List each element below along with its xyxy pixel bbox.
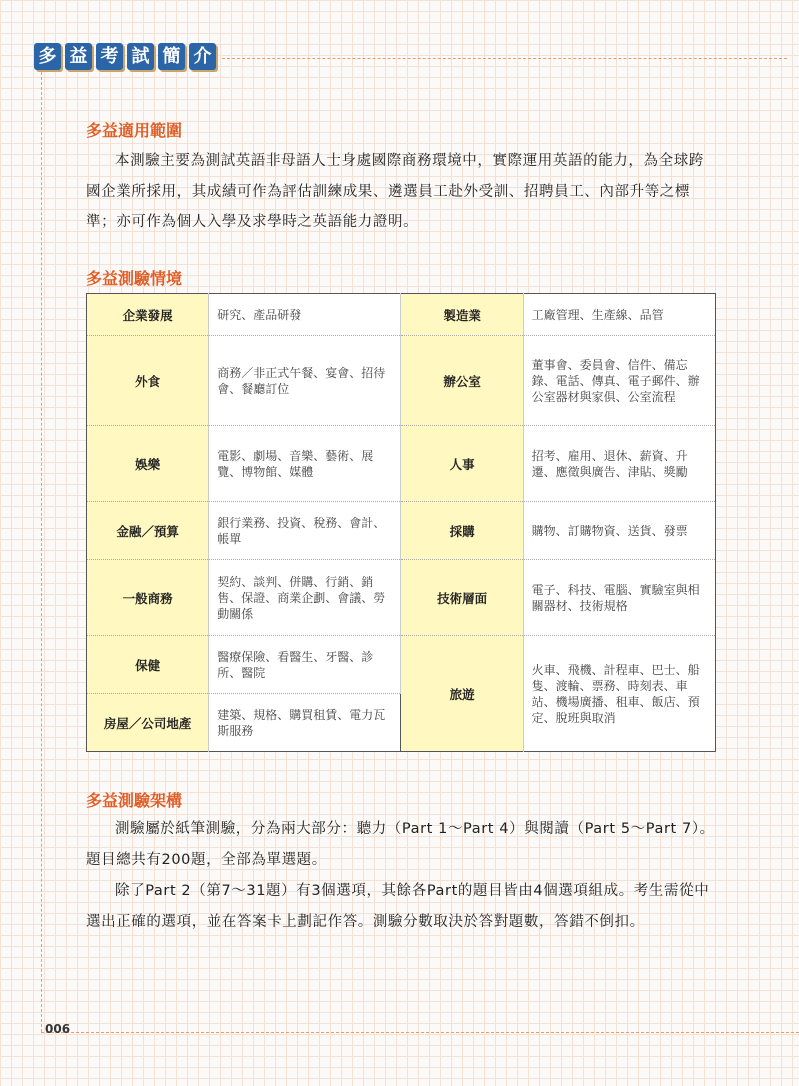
- description-cell: 電影、劇場、音樂、藝術、展覽、博物館、媒體: [209, 426, 401, 502]
- table-row: [87, 636, 716, 694]
- category-cell: 人事: [401, 426, 523, 502]
- category-cell: 技術層面: [401, 560, 523, 636]
- header-char: 考: [96, 43, 123, 70]
- section-heading-scope: 多益適用範圍: [86, 121, 183, 140]
- footer-dashed-rule: [41, 1032, 799, 1033]
- header-dashed-rule: [222, 58, 787, 59]
- description-cell: 銀行業務、投資、稅務、會計、帳單: [209, 502, 401, 560]
- description-cell: 購物、訂購物資、送貨、發票: [523, 502, 715, 560]
- category-cell: 金融／預算: [87, 502, 209, 560]
- category-cell: 房屋／公司地產: [87, 694, 209, 752]
- description-cell: 建築、規格、購買租賃、電力瓦斯服務: [209, 694, 401, 752]
- page-header-title: [34, 43, 216, 70]
- description-cell: 電子、科技、電腦、實驗室與相關器材、技術規格: [523, 560, 715, 636]
- page-number: 006: [45, 1022, 71, 1036]
- category-cell: 保健: [87, 636, 209, 694]
- category-cell: 旅遊: [401, 636, 523, 752]
- category-cell: 採購: [401, 502, 523, 560]
- header-char: 簡: [158, 43, 185, 70]
- header-char: 試: [127, 43, 154, 70]
- test-context-table: [86, 293, 716, 752]
- left-dashed-rule: [41, 72, 42, 1032]
- structure-paragraph: 測驗屬於紙筆測驗，分為兩大部分：聽力（Part 1～Part 4）與閱讀（Part 5～Part 7）。題目總共有200題，全部為單選題。: [86, 821, 715, 868]
- description-cell: 招考、雇用、退休、薪資、升遷、應徵與廣告、津貼、獎勵: [523, 426, 715, 502]
- header-char: 多: [34, 43, 61, 70]
- table-row: [87, 560, 716, 636]
- category-cell: 一般商務: [87, 560, 209, 636]
- category-cell: 娛樂: [87, 426, 209, 502]
- table-row: [87, 426, 716, 502]
- description-cell: 商務／非正式午餐、宴會、招待會、餐廳訂位: [209, 336, 401, 426]
- table-row: [87, 336, 716, 426]
- description-cell: 契約、談判、併購、行銷、銷售、保證、商業企劃、會議、勞動關係: [209, 560, 401, 636]
- category-cell: 外食: [87, 336, 209, 426]
- scope-paragraph: 本測驗主要為測試英語非母語人士身處國際商務環境中，實際運用英語的能力，為全球跨國企業所採用，其成績可作為評估訓練成果、遴選員工赴外受訓、招聘員工、內部升等之標準；亦可作為個人入學及求學時之英語能力證明。: [86, 153, 704, 230]
- section-heading-contexts: 多益測驗情境: [86, 269, 183, 288]
- header-char: 益: [65, 43, 92, 70]
- description-cell: 工廠管理、生產線、品管: [523, 294, 715, 336]
- section-heading-structure: 多益測驗架構: [86, 791, 183, 810]
- description-cell: 火車、飛機、計程車、巴士、船隻、渡輪、票務、時刻表、車站、機場廣播、租車、飯店、預定、脫班與取消: [531, 662, 700, 725]
- category-cell: 辦公室: [401, 336, 523, 426]
- table-row: [87, 294, 716, 336]
- category-cell: 企業發展: [87, 294, 209, 336]
- description-cell: 董事會、委員會、信件、備忘錄、電話、傳真、電子郵件、辦公室器材與家俱、公室流程: [523, 336, 715, 426]
- description-cell: 研究、產品研發: [209, 294, 401, 336]
- description-cell: 醫療保險、看醫生、牙醫、診所、醫院: [209, 636, 401, 694]
- category-cell: 製造業: [401, 294, 523, 336]
- structure-paragraph: 除了Part 2（第7～31題）有3個選項，其餘各Part的題目皆由4個選項組成。考生需從中選出正確的選項，並在答案卡上劃記作答。測驗分數取決於答對題數，答錯不倒扣。: [86, 883, 710, 930]
- table-row: [87, 502, 716, 560]
- header-char: 介: [189, 43, 216, 70]
